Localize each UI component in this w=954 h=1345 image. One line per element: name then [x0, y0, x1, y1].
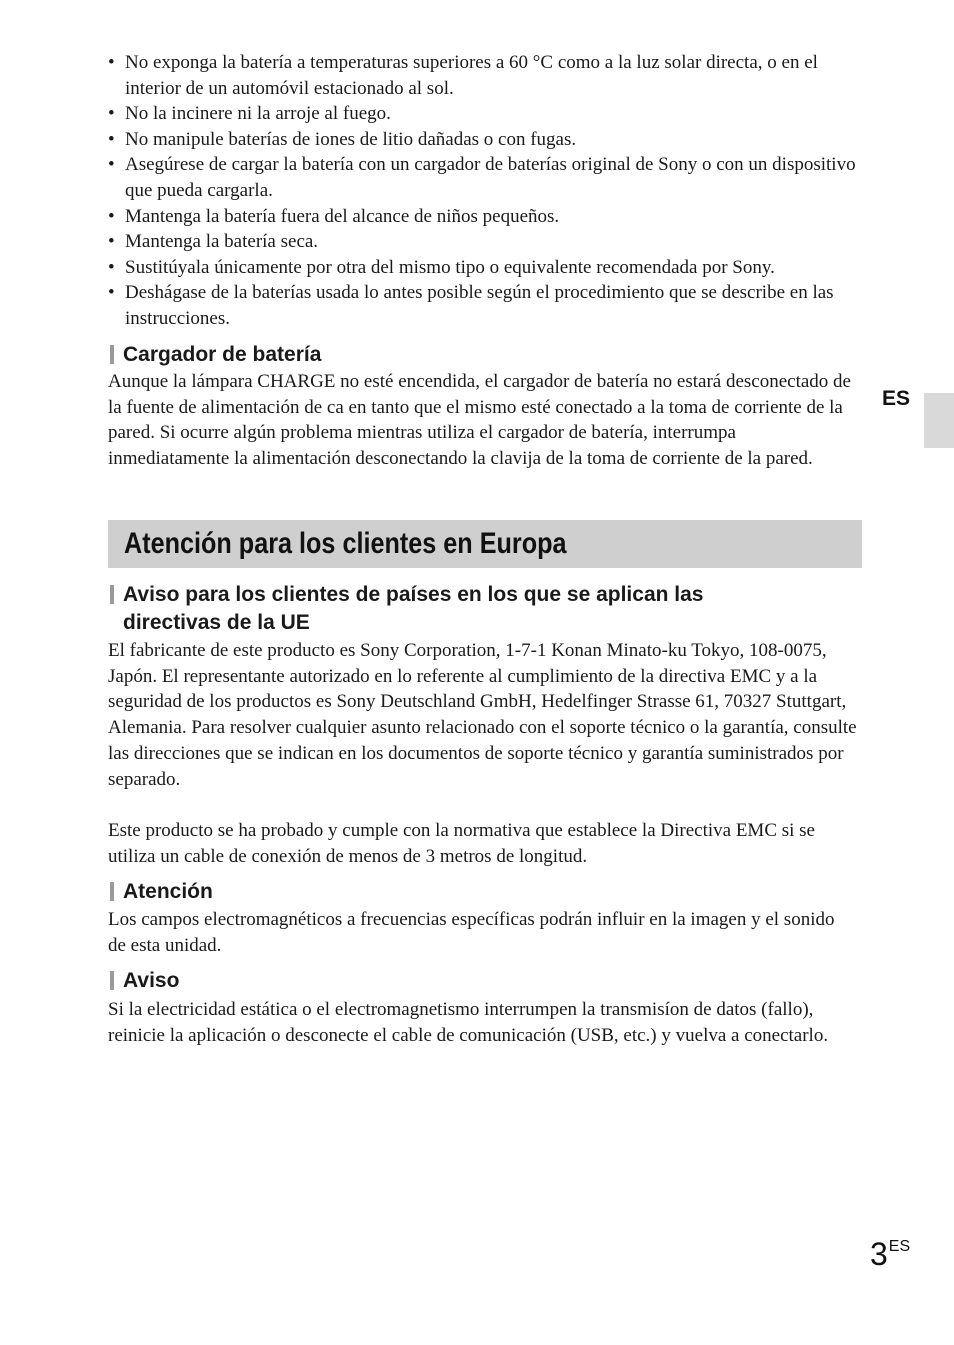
list-item: • Asegúrese de cargar la batería con un cargador de baterías original de Sony o con un dispositivo que pueda cargarla.	[108, 152, 860, 203]
section-title: Atención para los clientes en Europa	[124, 527, 567, 560]
list-item: • No exponga la batería a temperaturas superiores a 60 °C como a la luz solar directa, o en el interior de un automóvil estacionado al sol.	[108, 50, 860, 101]
section-banner	[108, 520, 862, 568]
list-item: • Mantenga la batería seca.	[108, 229, 860, 255]
language-side-tab	[924, 393, 954, 448]
heading-marker	[110, 345, 114, 364]
page-number: 3ES	[870, 1236, 911, 1272]
language-label: ES	[882, 387, 911, 410]
heading-marker	[110, 882, 114, 901]
notice-heading: Aviso	[108, 967, 860, 995]
charger-text: Aunque la lámpara CHARGE no esté encendida, el cargador de batería no estará desconectado de la fuente de alimentación de ca en tanto que el mismo esté conectado a la toma de corriente de la pared. Si ocurre algún problema mientras utiliza el cargador de batería, interrumpa inmediatamente la alimentación desconectando la clavija de la toma de corriente de la pared.	[108, 371, 851, 470]
heading-marker	[110, 971, 114, 990]
list-item: • No manipule baterías de iones de litio dañadas o con fugas.	[108, 127, 860, 153]
charger-heading: Cargador de batería	[108, 341, 860, 369]
list-item: • Mantenga la batería fuera del alcance de niños pequeños.	[108, 204, 860, 230]
battery-warnings-list	[108, 50, 860, 332]
attention-text: Los campos electromagnéticos a frecuencias específicas podrán influir en la imagen y el sonido de esta unidad.	[108, 909, 835, 956]
list-item: • Deshágase de la baterías usada lo antes posible según el procedimiento que se describe en las instrucciones.	[108, 280, 860, 331]
list-item: • Sustitúyala únicamente por otra del mismo tipo o equivalente recomendada por Sony.	[108, 255, 860, 281]
eu-notice-heading: Aviso para los clientes de países en los que se aplican las directivas de la UE	[108, 581, 860, 637]
notice-text: Si la electricidad estática o el electromagnetismo interrumpen la transmisíon de datos (fallo), reinicie la aplicación o desconecte el cable de comunicación (USB, etc.) y vuelva a conectarlo.	[108, 999, 829, 1046]
heading-marker	[110, 585, 114, 604]
eu-notice-text: El fabricante de este producto es Sony Corporation, 1-7-1 Konan Minato-ku Tokyo, 108-0075, Japón. El representante autorizado en lo referente al cumplimiento de la directiva EMC y a la seguridad de los productos es Sony Deutschland GmbH, Hedelfinger Strasse 61, 70327 Stuttgart, Alemania. Para resolver cualquier asunto relacionado con el soporte técnico o la garantía, consulte las direcciones que se indican en los documentos de soporte técnico y garantía suministrados por separado.	[108, 640, 857, 790]
emc-text: Este producto se ha probado y cumple con la normativa que establece la Directiva EMC si se utiliza un cable de conexión de menos de 3 metros de longitud.	[108, 820, 815, 867]
list-item: • No la incinere ni la arroje al fuego.	[108, 101, 860, 127]
attention-heading: Atención	[108, 878, 860, 906]
